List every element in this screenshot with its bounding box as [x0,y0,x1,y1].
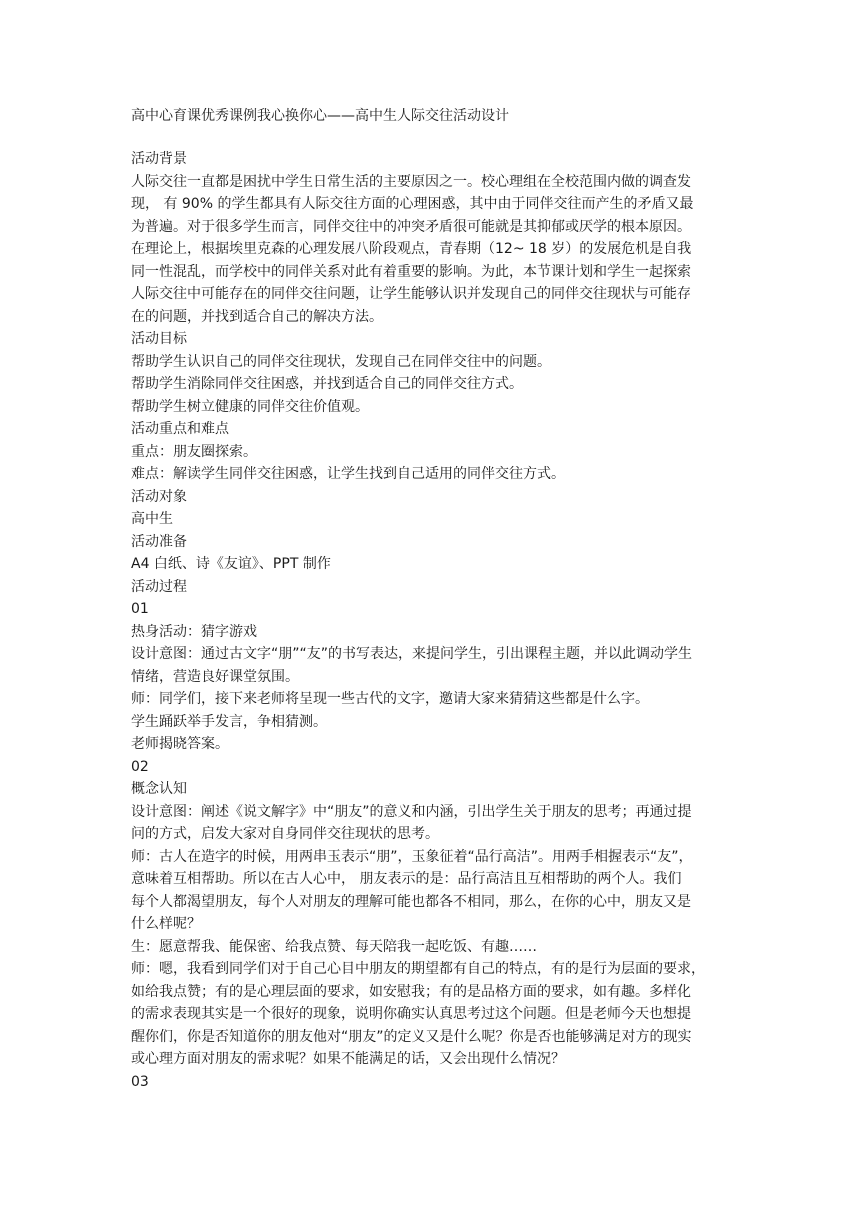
text-line: 帮助学生消除同伴交往困惑，并找到适合自己的同伴交往方式。 [131,376,523,392]
text-line: 活动目标 [131,331,187,347]
paragraph-line: 的需求表现其实是一个很好的现象，说明你确实认真思考过这个问题。但是老师今天也想提 [131,1006,691,1022]
text-line: 师：同学们，接下来老师将呈现一些古代的文字，邀请大家来猜猜这些都是什么字。 [131,691,649,707]
paragraph-line: 现， 有 90% 的学生都具有人际交往方面的心理困惑，其中由于同伴交往而产生的矛盾又最 [131,196,694,212]
text-line: 活动背景 [131,151,187,167]
title-spacer [131,126,731,148]
paragraph-line: 醒你们，你是否知道你的朋友他对“朋友”的定义又是什么呢？你是否也能够满足对方的现实 [131,1028,692,1045]
paragraph-line: 或心理方面对朋友的需求呢？如果不能满足的话，又会出现什么情况？ [131,1051,565,1067]
document-title: 高中心育课优秀课例我心换你心——高中生人际交往活动设计 [131,108,509,124]
paragraph [131,171,731,329]
paragraph-line: 师：古人在造字的时候，用两串玉表示“朋”，玉象征着“品行高洁”。用两手相握表示“友”， [131,848,693,865]
text-line: 活动准备 [131,533,187,550]
paragraph-line: 在理论上，根据埃里克森的心理发展八阶段观点，青春期（12~ 18 岁）的发展危机是自我 [131,241,692,257]
text-line: 概念认知 [131,781,187,797]
text-line: 高中生 [131,511,173,527]
text-line: 老师揭晓答案。 [131,736,229,752]
paragraph-line: 设计意图：通过古文字“朋”“友”的书写表达，来提问学生，引出课程主题，并以此调动学生 [131,646,693,662]
text-line: 01 [131,601,149,617]
text-line: 02 [131,758,149,775]
paragraph-line: 在的问题，并找到适合自己的解决方法。 [131,308,383,325]
paragraph-line: 师：嗯，我看到同学们对于自己心目中朋友的期望都有自己的特点，有的是行为层面的要求， [131,961,705,977]
paragraph-line: 人际交往一直都是困扰中学生日常生活的主要原因之一。校心理组在全校范围内做的调查发 [131,173,691,190]
paragraph-line: 情绪，营造良好课堂氛围。 [131,668,299,685]
paragraph-line: 什么样呢？ [131,916,201,932]
paragraph-line: 设计意图：阐述《说文解字》中“朋友”的意义和内涵，引出学生关于朋友的思考；再通过提 [131,803,692,820]
paragraph-line: 每个人都渴望朋友，每个人对朋友的理解可能也都各不相同，那么，在你的心中，朋友又是 [131,893,691,910]
paragraph-line: 为普遍。对于很多学生而言，同伴交往中的冲突矛盾很可能就是其抑郁或厌学的根本原因。 [131,218,691,235]
paragraph-line: 问的方式，启发大家对自身同伴交往现状的思考。 [131,826,439,842]
text-line: 热身活动：猜字游戏 [131,623,257,640]
paragraph [131,958,731,1071]
text-line: 活动重点和难点 [131,421,229,437]
document-page [131,106,731,1093]
text-line: 活动对象 [131,488,187,505]
paragraph-line: 如给我点赞；有的是心理层面的要求，如安慰我；有的是品格方面的要求，如有趣。多样化 [131,983,691,1000]
paragraph [131,846,731,936]
text-line: 生：愿意帮我、能保密、给我点赞、每天陪我一起吃饭、有趣…… [131,938,537,955]
text-line: 03 [131,1073,149,1090]
text-line: 帮助学生树立健康的同伴交往价值观。 [131,398,369,415]
text-line: A4 白纸、诗《友谊》、PPT 制作 [131,556,331,572]
text-line: 学生踊跃举手发言，争相猜测。 [131,713,327,730]
paragraph-line: 同一性混乱，而学校中的同伴关系对此有着重要的影响。为此，本节课计划和学生一起探索 [131,263,691,280]
text-line: 重点：朋友圈探索。 [131,443,257,460]
paragraph-line: 人际交往中可能存在的同伴交往问题，让学生能够认识并发现自己的同伴交往现状与可能存 [131,286,691,302]
paragraph [131,801,731,846]
document-body [131,148,731,1093]
text-line: 帮助学生认识自己的同伴交往现状，发现自己在同伴交往中的问题。 [131,353,551,370]
text-line: 难点：解读学生同伴交往困惑，让学生找到自己适用的同伴交往方式。 [131,466,565,482]
text-line: 活动过程 [131,578,187,595]
paragraph [131,643,731,688]
paragraph-line: 意味着互相帮助。所以在古人心中， 朋友表示的是：品行高洁且互相帮助的两个人。我们 [131,871,682,887]
